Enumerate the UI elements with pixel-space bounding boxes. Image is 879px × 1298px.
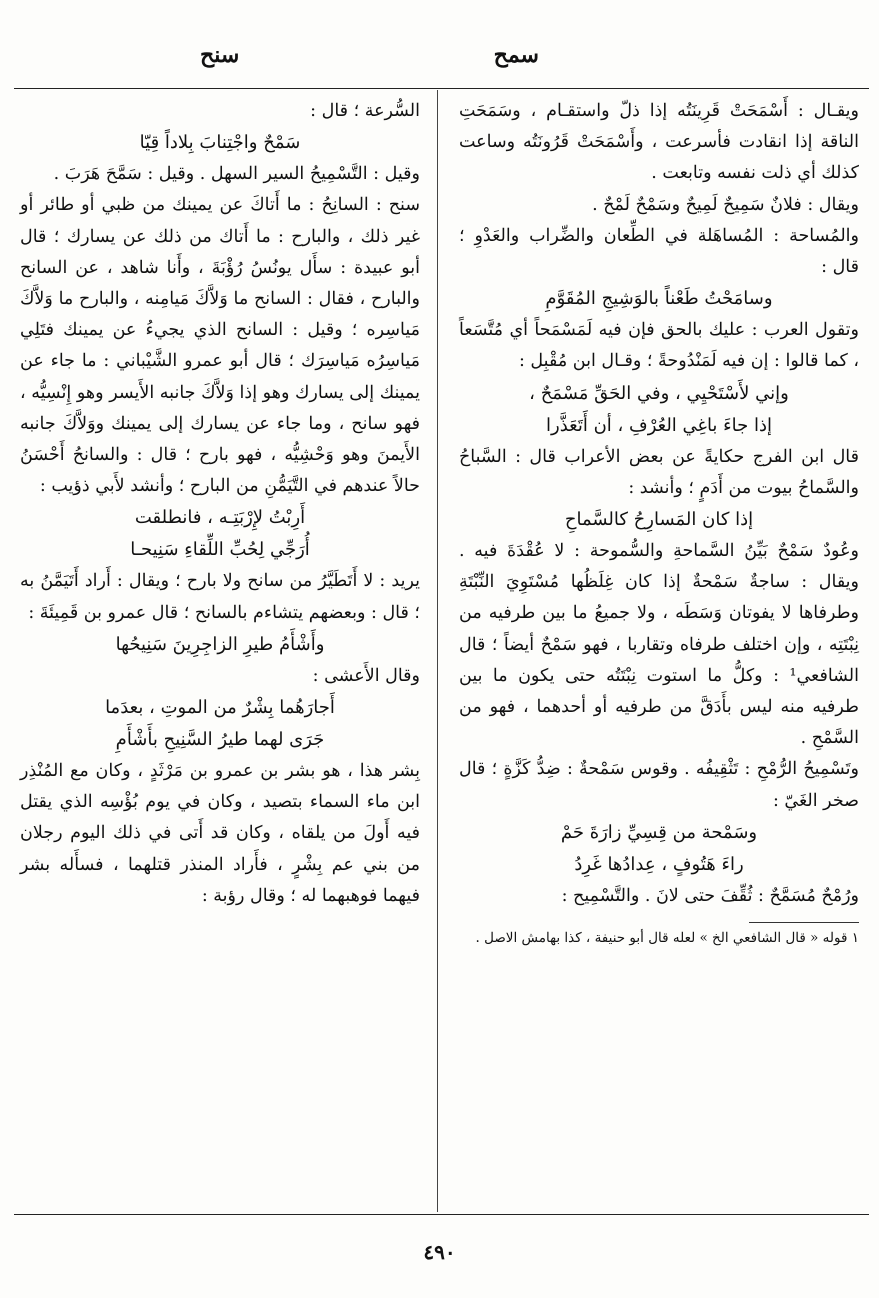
entry-paragraph: وقال الأَعشى :	[312, 665, 420, 686]
entry-paragraph: وتقول العرب : عليك بالحق فإن فيه لَمَسْمَحاً أي مُتَّسَعاً ، كما قالوا : إن فيه لَمَنْدُوحةً ؛ وقـال ابن مُقْبِل :	[459, 320, 859, 372]
entry-paragraph: وقيل : التَّسْمِيحُ السير السهل . وقيل : سَمَّحَ هَرَبَ .	[53, 164, 420, 185]
entry-paragraph: السُّرعة ؛ قال :	[310, 101, 420, 121]
verse-line: أُرَجِّي لِحُبِّ اللِّقاءِ سَنِيحـا	[130, 539, 310, 561]
right-column	[459, 96, 859, 949]
page-number: ٤٩٠	[423, 1240, 456, 1264]
verse-line: إذا جاءَ باغِي العُرْفِ ، أن أَتَعَذَّرا	[546, 414, 772, 436]
footnote: ١ قوله « قال الشافعي الخ » لعله قال أبو حنيفة ، كذا بهامش الاصل .	[475, 930, 859, 947]
entry-paragraph: سنح : السانِحُ : ما أَتاكَ عن يمينك من ظبي أو طائر أو غير ذلك ، والبارح : ما أَتاك من ذلك عن يسارك ؛ قال أبو عبيدة : سأَل يونُسُ رُؤْبَةَ ، وأَنا شاهد ، عن السانح والبارح ، فقال : السانح ما وَلاَّكَ مَيامِنه ، والبارح ما وَلاَّكَ مَياسِره ؛ وقيل : السانح الذي يجيءُ عن يمينك فتَلِي مَياسِرُه مَياسِرَك ؛ قال أبو عمرو الشَّيْباني : ما جاء عن يمينك إلى يسارك وهو إذا وَلاَّكَ جانبه الأَيسر وهو إِنْسِيُّه ، فهو سانح ، وما جاء عن يسارك إلى يمينك ووَلاَّكَ جانبه الأَيمنَ وهو وَحْشِيُّه ، فهو بارح ؛ قال : والسانحُ أَحْسَنُ حالاً عندهم في التَّيَمُّنِ من البارح ؛ وأنشد لأَبي ذؤيب :	[20, 195, 420, 497]
verse-line: وأَشْأَمُ طيرِ الزاجِرِينَ سَنِيحُها	[115, 633, 325, 655]
entry-paragraph: بِشر هذا ، هو بشر بن عمرو بن مَرْثَدٍ ، وكان مع المُنْذِر ابن ماء السماء بتصيد ، وكان في يوم بُؤْسِه الذي يقتل فيه أَولَ من يلقاه ، وكان قد أَتى في ذلك اليوم رجلان من بني عم بِشْرٍ ، فأَراد المنذر قتلهما ، فسأَله بشر فيهما فوهبهما له ؛ وقال رؤبة :	[20, 761, 420, 906]
entry-paragraph: وعُودٌ سَمْحٌ بَيِّنُ السَّماحةِ والسُّموحة : لا عُقْدَةَ فيه . ويقال : ساجةٌ سَمْحةٌ إذا كان غِلَظُها مُسْتَوِيَ النِّبْتَةِ وطرفاها لا يفوتان وَسَطَه ، ولا جميعُ ما بين طرفيه من نِبْتَتِه ، وإن اختلف طرفاه وتقاربا ، فهو سَمْحٌ أيضاً ؛ قال الشافعي¹ : وكلُّ ما استوت نِبْتَتُه حتى يكون ما بين طرفيه منه ليس بأَدَقَّ من طرفيه أو أحدهما ، فهو من السَّمْحِ .	[459, 541, 859, 749]
verse-line: وسَمْحة من قِسِيِّ زارَةَ حَمْ	[560, 821, 758, 843]
left-column	[20, 96, 420, 912]
footer-rule	[14, 1214, 869, 1215]
entry-paragraph: ورُمْحٌ مُسَمَّحٌ : ثُقِّفَ حتى لانَ . والتَّسْمِيح :	[561, 885, 859, 906]
header-rule	[14, 88, 869, 89]
header-left-word: سنح	[200, 42, 240, 68]
entry-paragraph: ويقال : فلانٌ سَمِيحٌ لَمِيحٌ وسَمْحٌ لَمْحٌ .	[592, 194, 859, 215]
verse-line: وسامَحْتُ طَعْناً بالوَشِيجِ المُقَوَّمِ	[545, 288, 773, 310]
entry-paragraph: يريد : لا أَتَطَيَّرُ من سانح ولا بارح ؛ ويقال : أَراد أَتَيَمَّنُ به ؛ قال : وبعضهم يتشاءم بالسانح ؛ قال عمرو بن قَمِيئَةَ :	[20, 571, 420, 623]
entry-paragraph: قال ابن الفرج حكايةً عن بعض الأعراب قال : السَّباحُ والسَّماحُ بيوت من أَدَمٍ ؛ وأنشد :	[459, 446, 859, 498]
verse-line: سَمْحٌ واجْتِنابَ بِلاداً قِيّا	[139, 132, 301, 154]
entry-paragraph: وتَسْمِيحُ الرُّمْحِ : تَثْقِيفُه . وقوس سَمْحةٌ : ضِدُّ كَزَّةٍ ؛ قال صخر الغَيّ :	[459, 759, 859, 811]
verse-line: جَرَى لهما طيرُ السَّنِيحِ بأَشْأَمِ	[115, 729, 325, 751]
verse-line: إذا كان المَسارِحُ كالسَّماحِ	[564, 509, 754, 531]
verse-line: أَجارَهُما بِشْرٌ من الموتِ ، بعدَما	[105, 697, 335, 719]
entry-paragraph: والمُساحة : المُساهَلة في الطِّعان والضِّراب والعَدْوِ ؛ قال :	[459, 225, 859, 278]
entry-paragraph: ويقـال : أَسْمَحَتْ قَرِينَتُه إذا ذلّ واستقـام ، وسَمَحَتِ الناقة إذا انقادت فأسرعت ، وأَسْمَحَتْ قَرُونَتُه وساعت كذلك أي ذلت نفسه وتابعت .	[459, 101, 859, 184]
footnote-rule	[749, 922, 859, 923]
verse-line: راءَ هَتُوفٍ ، عِدادُها غَرِدُ	[574, 853, 744, 875]
verse-line: أَرِبْتُ لإِرْبَتِـه ، فانطلقت	[134, 507, 306, 529]
header-right-word: سمح	[493, 42, 539, 68]
column-divider	[437, 90, 438, 1212]
verse-line: وإني لأَسْتَحْيِي ، وفي الحَقِّ مَسْمَحٌ ،	[529, 382, 789, 404]
